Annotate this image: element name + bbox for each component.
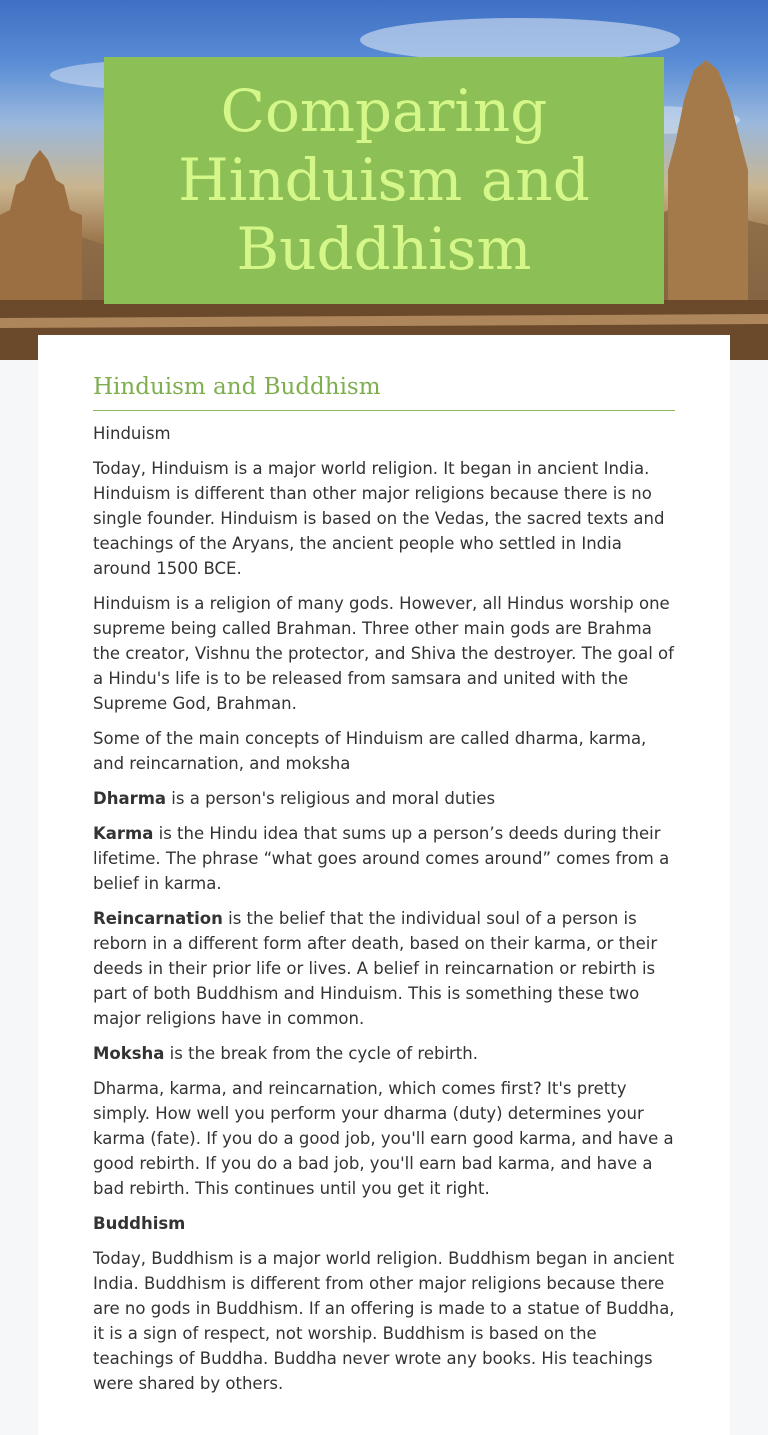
definition-text: is the break from the cycle of rebirth. <box>164 1044 478 1063</box>
paragraph-buddhism: Today, Buddhism is a major world religion. Buddhism began in ancient India. Buddhism is different from other major religions because there are no gods in Buddhism. If an offering is made to a statue of Buddha, it is a sign of respect, not worship. Buddhism is based on the teachings of Buddha. Buddha never wrote any books. His teachings were shared by others. <box>93 1249 675 1393</box>
subheading-buddhism <box>93 1211 675 1236</box>
paragraph-summary: Dharma, karma, and reincarnation, which comes first? It's pretty simply. How well you perform your dharma (duty) determines your karma (fate). If you do a good job, you'll earn good karma, and have a good rebirth. If you do a bad job, you'll earn bad karma, and have a bad rebirth. This continues until you get it right. <box>93 1079 674 1198</box>
paragraph-intro: Today, Hinduism is a major world religion. It began in ancient India. Hinduism is different than other major religions because there is no single founder. Hinduism is based on the Vedas, the sacred texts and teachings of the Aryans, the ancient people who settled in India around 1500 BCE. <box>93 459 665 578</box>
term-reincarnation: Reincarnation <box>93 909 223 928</box>
header-banner <box>0 0 768 360</box>
definition-text: is the belief that the individual soul of a person is reborn in a different form after death, based on their karma, or their deeds in their prior life or lives. A belief in reincarnation or rebirth is part of both Buddhism and Hinduism. This is something these two major religions have in common. <box>93 909 658 1028</box>
paragraph-concepts: Some of the main concepts of Hinduism are called dharma, karma, and reincarnation, and moksha <box>93 729 647 773</box>
definition-karma <box>93 821 675 896</box>
definition-dharma <box>93 786 675 811</box>
term-karma: Karma <box>93 824 154 843</box>
paragraph-gods: Hinduism is a religion of many gods. However, all Hindus worship one supreme being called Brahman. Three other main gods are Brahma the creator, Vishnu the protector, and Shiva the destroyer. The goal of a Hindu's life is to be released from samsara and united with the Supreme God, Brahman. <box>93 594 674 713</box>
buddhism-heading: Buddhism <box>93 1214 186 1233</box>
heading-divider <box>93 410 675 411</box>
definition-text: is a person's religious and moral duties <box>166 789 496 808</box>
definition-moksha <box>93 1041 675 1066</box>
title-box <box>104 57 664 304</box>
definition-text: is the Hindu idea that sums up a person’s deeds during their lifetime. The phrase “what goes around comes around” comes from a belief in karma. <box>93 824 670 893</box>
term-dharma: Dharma <box>93 789 167 808</box>
term-moksha: Moksha <box>93 1044 165 1063</box>
subheading-hinduism: Hinduism <box>93 424 171 443</box>
definition-reincarnation <box>93 906 675 1031</box>
section-heading: Hinduism and Buddhism <box>93 374 381 400</box>
page-title: Comparing Hinduism and Buddhism <box>178 77 590 283</box>
content-card <box>38 335 730 1435</box>
article-body <box>93 421 675 1406</box>
